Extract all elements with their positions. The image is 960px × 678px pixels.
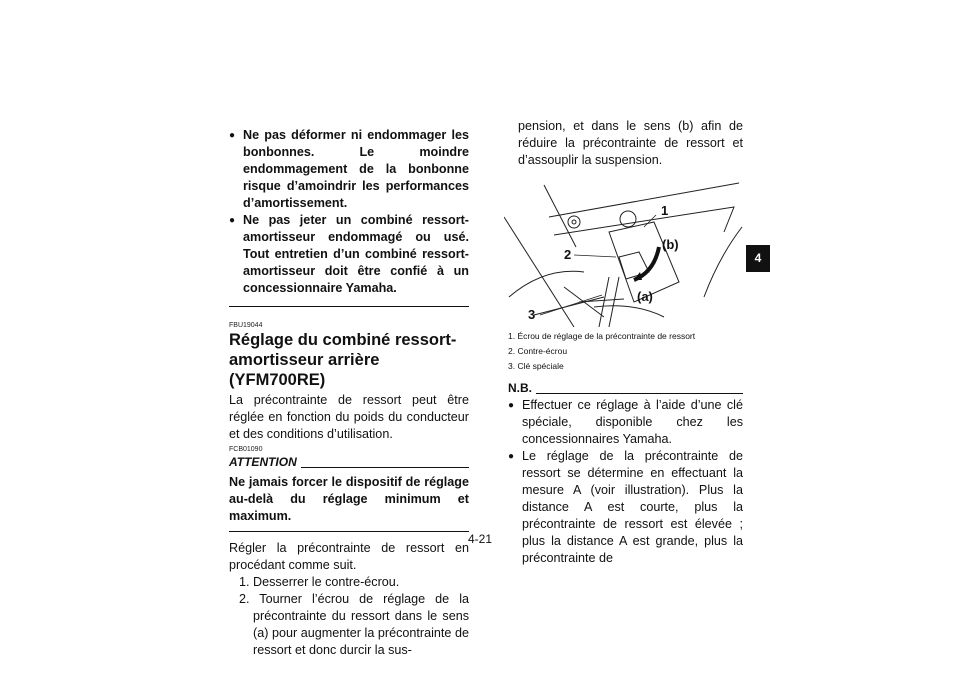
step-item: 2. Tourner l’écrou de réglage de la précontrainte du ressort dans le sens (a) pour augmenter la précontrainte de ressort et donc durcir la sus- [239, 592, 469, 657]
callout-1: 1 [661, 203, 669, 218]
callout-3: 3 [528, 307, 536, 322]
nb-header [508, 380, 743, 397]
right-column [508, 118, 743, 567]
page-number: 4-21 [467, 532, 493, 546]
continuation-text: pension, et dans le sens (b) afin de réduire la précontrainte de ressort et d’assouplir la suspension. [518, 119, 743, 167]
caption: 1. Écrou de réglage de la précontrainte de ressort [508, 331, 696, 341]
section-code: FBU19044 [229, 322, 263, 329]
attention-code: FCB01090 [229, 446, 263, 453]
chapter-tab: 4 [746, 245, 770, 272]
nb-bullet: ● Le réglage de la précontrainte de ressort se détermine en effectuant la mesure A (voir illustration). Plus la distance A est courte, plus la précontrainte de ressort est élevée ; plus la distance A est grande, plus la précontrainte de [508, 448, 743, 567]
divider [229, 306, 469, 307]
left-column [229, 127, 469, 659]
intro-text: La précontrainte de ressort peut être réglée en fonction du poids du conducteur et des conditions d’utilisation. [229, 393, 469, 441]
nb-bullet: ● Effectuer ce réglage à l’aide d’une clé spéciale, disponible chez les concessionnaires Yamaha. [508, 397, 743, 448]
direction-a-label: (a) [637, 289, 653, 304]
direction-b-label: (b) [662, 237, 679, 252]
attention-header [229, 454, 469, 471]
warning-bullet: ● Ne pas jeter un combiné ressort-amortisseur endommagé ou usé. Tout entretien d’un combiné ressort-amortisseur doit être confié à un concessionnaire Yamaha. [229, 212, 469, 297]
callout-2: 2 [564, 247, 572, 262]
section-heading: Réglage du combiné ressort-amortisseur arrière (YFM700RE) [229, 331, 457, 389]
caption: 3. Clé spéciale [508, 361, 564, 371]
warning-bullet: ● Ne pas déformer ni endommager les bonbonnes. Le moindre endommagement de la bonbonne risque d’amoindrir les performances d’amortissement. [229, 127, 469, 212]
step-item: 1. Desserrer le contre-écrou. [239, 575, 400, 589]
attention-label: ATTENTION [229, 455, 297, 469]
caption: 2. Contre-écrou [508, 346, 568, 356]
nb-label: N.B. [508, 381, 532, 395]
attention-text: Ne jamais forcer le dispositif de réglage au-delà du réglage minimum et maximum. [229, 475, 469, 523]
shock-adjustment-illustration [504, 177, 744, 327]
procedure-text: Régler la précontrainte de ressort en procédant comme suit. [229, 541, 469, 572]
